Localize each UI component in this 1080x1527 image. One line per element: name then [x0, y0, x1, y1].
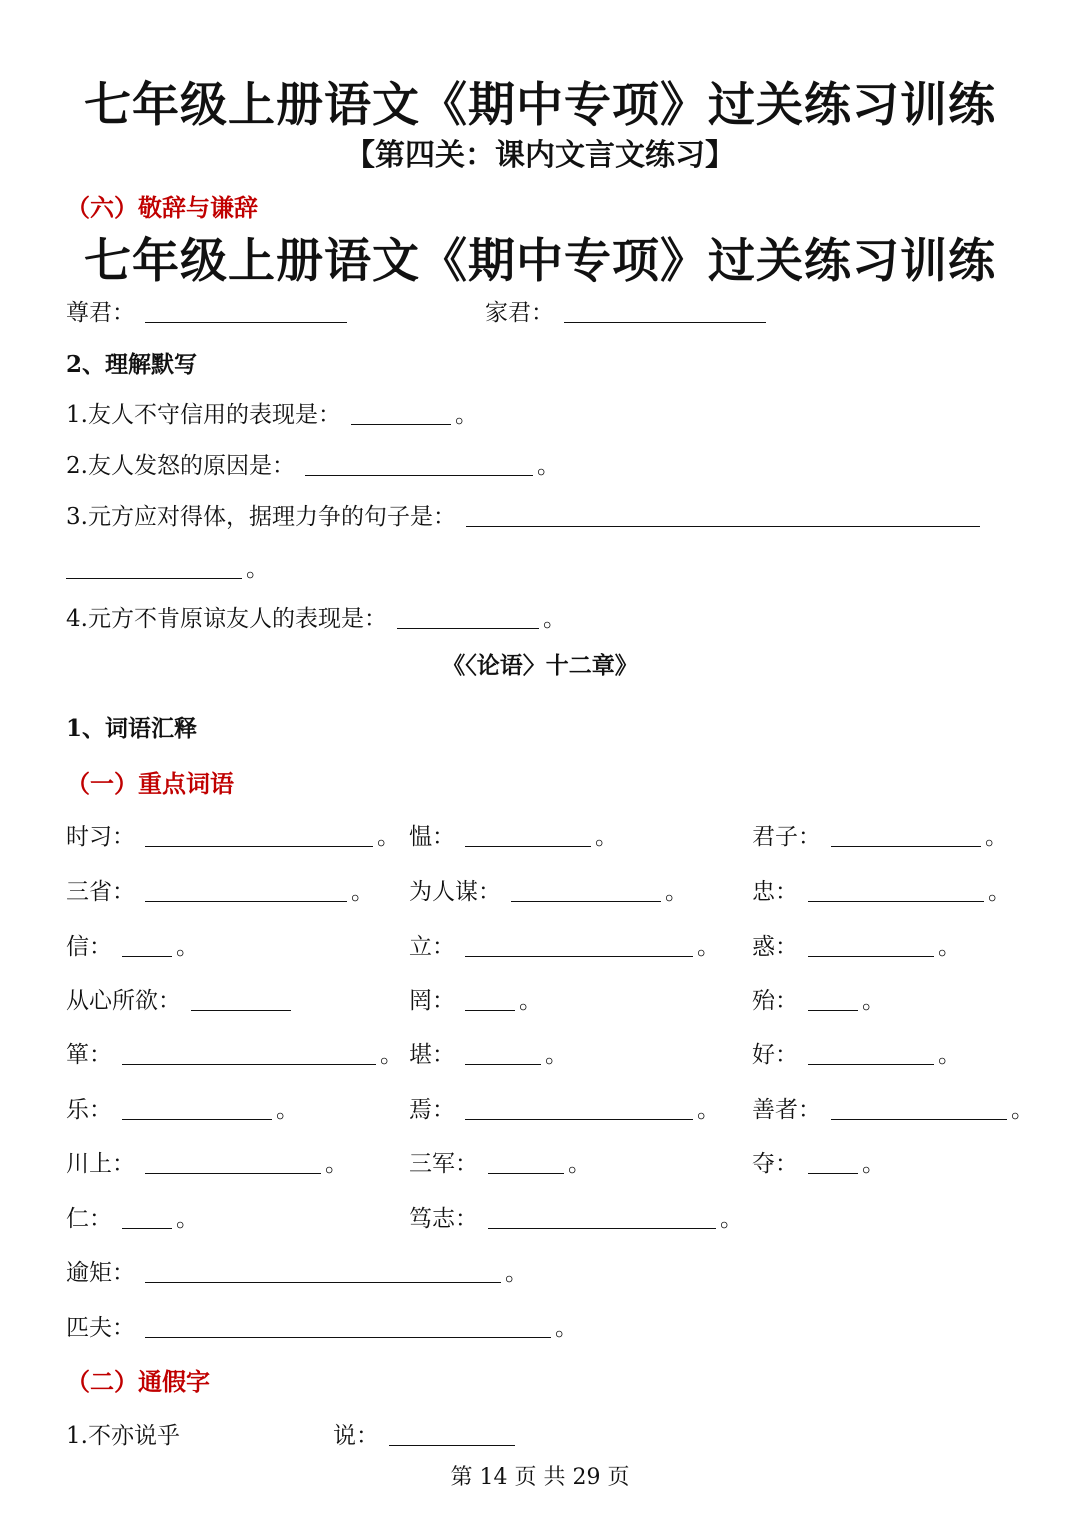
vocab-label: 笃志：: [409, 1206, 478, 1232]
sentence-end: 。: [697, 1097, 720, 1123]
sentence-end: 。: [988, 879, 1011, 905]
answer-blank[interactable]: [122, 1227, 172, 1229]
sentence-end: 。: [351, 879, 374, 905]
answer-blank[interactable]: [465, 1063, 541, 1065]
answer-blank[interactable]: [831, 1118, 1007, 1120]
answer-blank[interactable]: [564, 321, 766, 323]
document-title: 七年级上册语文《期中专项》过关练习训练: [84, 78, 996, 133]
sentence-end: 。: [862, 988, 885, 1014]
vocab-label: 善者：: [752, 1097, 821, 1123]
vocab-label: 川上：: [66, 1151, 135, 1177]
vocab-label: 惑：: [752, 934, 798, 960]
tongjia-phrase: [66, 1417, 180, 1450]
sentence-end: 。: [454, 402, 478, 428]
dictation-item: [66, 600, 566, 633]
vocab-item: [66, 818, 400, 851]
vocab-label: 焉：: [409, 1097, 455, 1123]
answer-blank[interactable]: [511, 900, 661, 902]
answer-blank[interactable]: [488, 1227, 716, 1229]
section-heading-honorifics: （六）敬辞与谦辞: [66, 193, 258, 222]
sentence-end: 。: [545, 1042, 568, 1068]
sentence-end: 。: [505, 1260, 528, 1286]
vocab-label: 忠：: [752, 879, 798, 905]
answer-blank[interactable]: [466, 525, 980, 527]
vocab-label: 三省：: [66, 879, 135, 905]
chapter-title: 《〈论语〉十二章》: [442, 652, 638, 679]
sentence-end: 。: [720, 1206, 743, 1232]
sentence-end: 。: [519, 988, 542, 1014]
sentence-end: 。: [176, 1206, 199, 1232]
sentence-end: 。: [985, 824, 1008, 850]
answer-blank[interactable]: [389, 1444, 515, 1446]
vocab-item: [66, 1200, 199, 1233]
vocab-item: [409, 1036, 568, 1069]
honorific-label: 尊君：: [66, 300, 135, 326]
vocab-item: [409, 928, 720, 961]
vocab-label: 君子：: [752, 824, 821, 850]
vocab-item: [66, 1145, 348, 1178]
sentence-end: 。: [665, 879, 688, 905]
answer-blank[interactable]: [145, 1281, 501, 1283]
sentence-end: 。: [246, 556, 269, 582]
tongjia-item: [333, 1417, 519, 1450]
dictation-item: [66, 447, 560, 480]
vocab-label: 从心所欲：: [66, 988, 181, 1014]
vocab-label: 为人谋：: [409, 879, 501, 905]
vocab-label: 时习：: [66, 824, 135, 850]
answer-blank[interactable]: [465, 845, 591, 847]
answer-blank[interactable]: [465, 955, 693, 957]
answer-blank[interactable]: [122, 1063, 376, 1065]
sentence-end: 。: [276, 1097, 299, 1123]
vocab-item: [66, 1091, 299, 1124]
vocab-item: [409, 1091, 720, 1124]
answer-blank[interactable]: [465, 1009, 515, 1011]
vocab-item: [66, 1254, 528, 1287]
sentence-end: 。: [938, 934, 961, 960]
tongjia-text: 1.不亦说乎: [66, 1423, 180, 1449]
dictation-question: 2.友人发怒的原因是：: [66, 453, 295, 479]
vocab-item: [409, 1200, 743, 1233]
vocab-label: 信：: [66, 934, 112, 960]
sentence-end: 。: [862, 1151, 885, 1177]
vocab-label: 愠：: [409, 824, 455, 850]
vocab-item: [66, 928, 199, 961]
vocab-item: [409, 873, 688, 906]
honorific-item: [66, 294, 351, 327]
answer-blank[interactable]: [808, 1063, 934, 1065]
vocab-item: [752, 928, 961, 961]
dictation-question: 3.元方应对得体，据理力争的句子是：: [66, 504, 456, 530]
dictation-item: [66, 498, 984, 531]
sentence-end: 。: [555, 1315, 578, 1341]
sentence-end: 。: [176, 934, 199, 960]
honorific-item: [485, 294, 770, 327]
vocab-label: 三军：: [409, 1151, 478, 1177]
answer-blank[interactable]: [808, 1009, 858, 1011]
section-heading-key-words: （一）重点词语: [66, 769, 234, 798]
answer-blank[interactable]: [122, 1118, 272, 1120]
vocab-item: [752, 818, 1008, 851]
document-subtitle: 【第四关：课内文言文练习】: [345, 138, 735, 173]
answer-blank[interactable]: [808, 1172, 858, 1174]
vocab-item: [752, 1091, 1034, 1124]
vocab-label: 逾矩：: [66, 1260, 135, 1286]
vocab-item: [752, 1036, 961, 1069]
sentence-end: 。: [1011, 1097, 1034, 1123]
sentence-end: 。: [568, 1151, 591, 1177]
tongjia-label: 说：: [333, 1423, 379, 1449]
answer-blank[interactable]: [831, 845, 981, 847]
answer-blank[interactable]: [191, 1009, 291, 1011]
vocab-item: [409, 982, 542, 1015]
vocab-label: 匹夫：: [66, 1315, 135, 1341]
vocab-label: 箪：: [66, 1042, 112, 1068]
vocab-label: 好：: [752, 1042, 798, 1068]
vocab-item: [66, 1309, 578, 1342]
answer-blank[interactable]: [305, 474, 533, 476]
dictation-continuation: [56, 550, 269, 583]
dictation-item: [66, 396, 478, 429]
answer-blank[interactable]: [145, 845, 373, 847]
sentence-end: 。: [325, 1151, 348, 1177]
vocab-label: 夺：: [752, 1151, 798, 1177]
vocab-item: [409, 818, 618, 851]
answer-blank[interactable]: [145, 321, 347, 323]
answer-blank[interactable]: [145, 900, 347, 902]
sentence-end: 。: [380, 1042, 403, 1068]
vocab-item: [752, 873, 1011, 906]
sentence-end: 。: [542, 606, 566, 632]
vocab-item: [409, 1145, 591, 1178]
vocab-label: 罔：: [409, 988, 455, 1014]
answer-blank[interactable]: [465, 1118, 693, 1120]
sentence-end: 。: [377, 824, 400, 850]
sentence-end: 。: [697, 934, 720, 960]
answer-blank[interactable]: [397, 627, 539, 629]
vocab-item: [66, 1036, 403, 1069]
vocab-item: [752, 982, 885, 1015]
vocab-label: 堪：: [409, 1042, 455, 1068]
vocab-heading: 1、词语汇释: [66, 715, 198, 742]
answer-blank[interactable]: [145, 1172, 321, 1174]
answer-blank[interactable]: [351, 423, 451, 425]
answer-blank[interactable]: [808, 955, 934, 957]
dictation-heading: 2、理解默写: [66, 351, 198, 378]
answer-blank[interactable]: [808, 900, 984, 902]
answer-blank[interactable]: [145, 1336, 551, 1338]
dictation-question: 1.友人不守信用的表现是：: [66, 402, 341, 428]
vocab-item: [66, 982, 295, 1015]
answer-blank[interactable]: [488, 1172, 564, 1174]
section-heading-tongjia: （二）通假字: [66, 1367, 210, 1396]
answer-blank[interactable]: [122, 955, 172, 957]
vocab-label: 殆：: [752, 988, 798, 1014]
repeated-title: 七年级上册语文《期中专项》过关练习训练: [84, 234, 996, 289]
sentence-end: 。: [595, 824, 618, 850]
page-footer: 第 14 页 共 29 页: [450, 1465, 630, 1490]
vocab-item: [66, 873, 374, 906]
sentence-end: 。: [938, 1042, 961, 1068]
vocab-item: [752, 1145, 885, 1178]
dictation-question: 4.元方不肯原谅友人的表现是：: [66, 606, 387, 632]
vocab-label: 仁：: [66, 1206, 112, 1232]
vocab-label: 立：: [409, 934, 455, 960]
answer-blank[interactable]: [66, 577, 242, 579]
vocab-label: 乐：: [66, 1097, 112, 1123]
sentence-end: 。: [536, 453, 560, 479]
honorific-label: 家君：: [485, 300, 554, 326]
